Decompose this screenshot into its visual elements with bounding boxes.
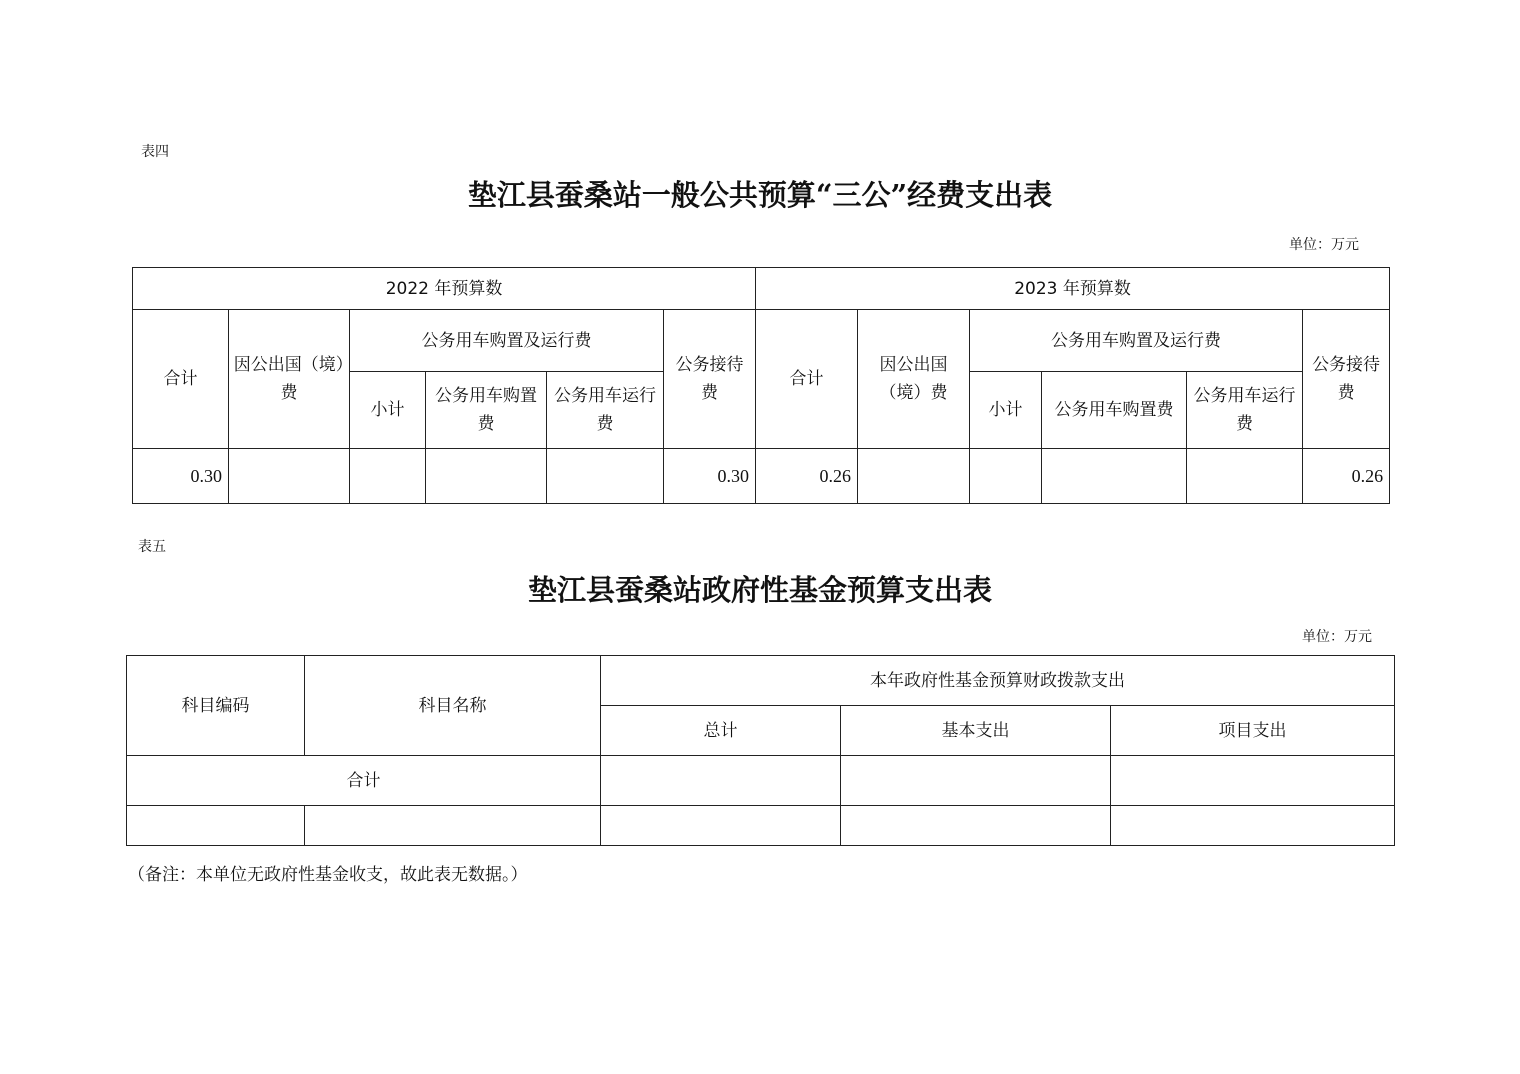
header-2022-vehicle: 公务用车购置及运行费 [350, 310, 664, 372]
cell-2022-reception: 0.30 [664, 449, 756, 504]
cell-2023-abroad [858, 449, 970, 504]
header-2022-subtotal: 小计 [350, 372, 426, 449]
table5-tag: 表五 [138, 539, 166, 555]
row-name [305, 806, 601, 846]
row-code [127, 806, 305, 846]
table5-unit: 单位：万元 [1302, 629, 1372, 645]
header-2022-total: 合计 [133, 310, 229, 449]
header-2023-subtotal: 小计 [970, 372, 1042, 449]
cell-2023-operation [1187, 449, 1303, 504]
summary-total [601, 756, 841, 806]
header-2023-vehicle: 公务用车购置及运行费 [970, 310, 1303, 372]
header-2023-reception: 公务接待费 [1303, 310, 1390, 449]
header-2023: 2023 年预算数 [756, 268, 1390, 310]
header-2023-total: 合计 [756, 310, 858, 449]
header-total: 总计 [601, 706, 841, 756]
table-row [133, 449, 1390, 504]
summary-project [1111, 756, 1395, 806]
row-basic [841, 806, 1111, 846]
cell-2023-total: 0.26 [756, 449, 858, 504]
table4-unit: 单位：万元 [1289, 237, 1359, 253]
header-project: 项目支出 [1111, 706, 1395, 756]
header-2022-reception: 公务接待费 [664, 310, 756, 449]
cell-2023-purchase [1042, 449, 1187, 504]
header-name: 科目名称 [305, 656, 601, 756]
row-total [601, 806, 841, 846]
header-2022: 2022 年预算数 [133, 268, 756, 310]
table4-title: 垫江县蚕桑站一般公共预算“三公”经费支出表 [467, 178, 1053, 212]
table4-tag: 表四 [141, 144, 169, 160]
header-2023-purchase: 公务用车购置费 [1042, 372, 1187, 449]
row-project [1111, 806, 1395, 846]
cell-2022-operation [547, 449, 664, 504]
table-row [127, 806, 1395, 846]
cell-2022-subtotal [350, 449, 426, 504]
table5 [126, 655, 1395, 846]
header-group: 本年政府性基金预算财政拨款支出 [601, 656, 1395, 706]
table-row [127, 756, 1395, 806]
cell-2023-subtotal [970, 449, 1042, 504]
cell-2022-purchase [426, 449, 547, 504]
table5-title: 垫江县蚕桑站政府性基金预算支出表 [527, 573, 992, 607]
cell-2022-abroad [229, 449, 350, 504]
table5-note: （备注：本单位无政府性基金收支，故此表无数据。） [128, 865, 528, 885]
header-basic: 基本支出 [841, 706, 1111, 756]
summary-label: 合计 [127, 756, 601, 806]
header-2022-abroad: 因公出国（境）费 [229, 310, 350, 449]
header-code: 科目编码 [127, 656, 305, 756]
cell-2022-total: 0.30 [133, 449, 229, 504]
cell-2023-reception: 0.26 [1303, 449, 1390, 504]
header-2022-operation: 公务用车运行费 [547, 372, 664, 449]
summary-basic [841, 756, 1111, 806]
header-2023-operation: 公务用车运行费 [1187, 372, 1303, 449]
header-2022-purchase: 公务用车购置费 [426, 372, 547, 449]
table4 [132, 267, 1390, 504]
header-2023-abroad: 因公出国（境）费 [858, 310, 970, 449]
